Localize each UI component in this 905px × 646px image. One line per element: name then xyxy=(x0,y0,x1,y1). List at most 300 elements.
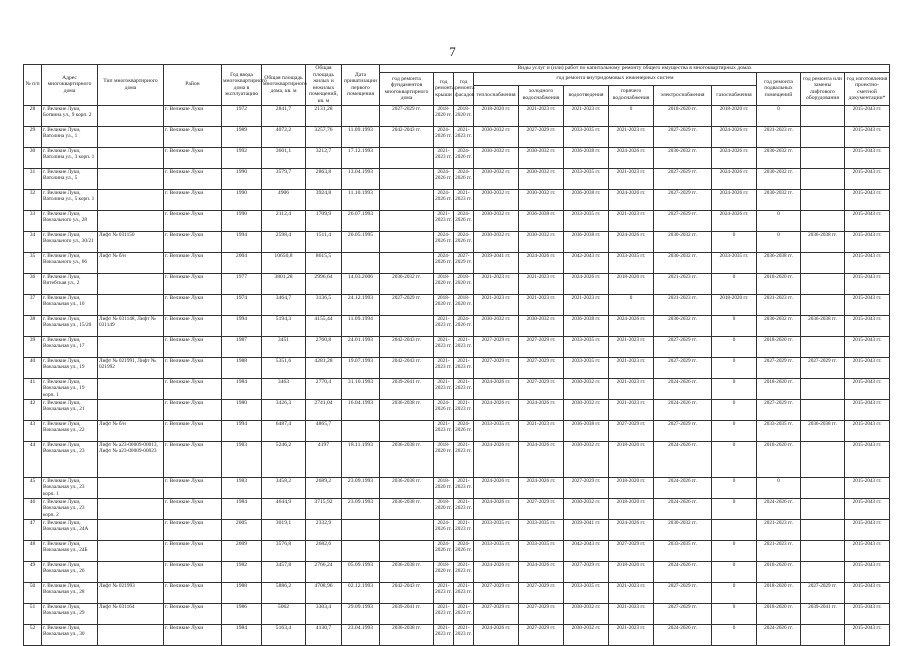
cell-foundation: 2036-2038 гг. xyxy=(380,624,434,645)
table-row xyxy=(24,147,890,168)
table-body xyxy=(24,105,890,645)
cell-roof: 2021-2023 гг. xyxy=(434,357,454,378)
cell-total-area: 4906 xyxy=(262,189,306,210)
cell-gas: 2024-2026 гг. xyxy=(712,210,757,231)
cell-estimate: 2015-2043 гг. xyxy=(845,624,890,645)
cell-drainage: 2027-2029 гг. xyxy=(564,561,609,582)
cell-hot-water: 2021-2023 гг. xyxy=(609,624,654,645)
cell-electricity: 2030-2032 гг. xyxy=(654,252,712,273)
cell-roof: 2021-2023 гг. xyxy=(434,582,454,603)
cell-cold-water: 2030-2032 гг. xyxy=(519,231,564,252)
cell-address: г. Великие Луки, Ватолина ул., 1 xyxy=(42,126,98,147)
cell-lift xyxy=(801,273,845,294)
cell-heat: 2033-2035 гг. xyxy=(474,540,519,561)
cell-electricity: 2018-2020 гг. xyxy=(654,105,712,126)
cell-basement: 2024-2026 гг. xyxy=(757,498,801,519)
cell-roof: 2024-2026 гг. xyxy=(434,540,454,561)
cell-total-area: 2841,7 xyxy=(262,105,306,126)
cell-year: 2004 xyxy=(222,252,262,273)
cell-address: г. Великие Луки, Вокзальная ул., 24Б xyxy=(42,540,98,561)
cell-lift: 2027-2029 гг. xyxy=(801,582,845,603)
cell-basement: 2030-2032 гг. xyxy=(757,189,801,210)
cell-district: г. Великие Луки xyxy=(164,252,222,273)
cell-heat: 2018-2020 гг. xyxy=(474,105,519,126)
cell-num: 28 xyxy=(24,105,42,126)
cell-facade: 2024-2026 гг. xyxy=(454,147,474,168)
cell-heat: 2027-2029 гг. xyxy=(474,582,519,603)
cell-heat: 2024-2026 гг. xyxy=(474,378,519,399)
cell-total-area: 5163,4 xyxy=(262,624,306,645)
cell-year: 1984 xyxy=(222,498,262,519)
cell-electricity: 2024-2026 гг. xyxy=(654,624,712,645)
cell-year: 2009 xyxy=(222,540,262,561)
cell-drainage: 2030-2032 гг. xyxy=(564,624,609,645)
cell-electricity: 2027-2029 гг. xyxy=(654,420,712,441)
cell-district: г. Великие Луки xyxy=(164,168,222,189)
cell-gas: 2033-2035 гг. xyxy=(712,252,757,273)
cell-district: г. Великие Луки xyxy=(164,477,222,498)
table-row xyxy=(24,126,890,147)
cell-drainage: 2021-2023 гг. xyxy=(564,294,609,315)
cell-num: 48 xyxy=(24,540,42,561)
cell-house-type xyxy=(98,336,164,357)
cell-roof: 2021-2023 гг. xyxy=(434,378,454,399)
table-row xyxy=(24,357,890,378)
cell-basement: 2036-2038 гг. xyxy=(757,252,801,273)
cell-cold-water: 2021-2023 гг. xyxy=(519,420,564,441)
cell-privatization-date: 23.09.1993 xyxy=(342,498,380,519)
cell-basement: 2033-2035 гг. xyxy=(757,420,801,441)
cell-living-area: 2760,8 xyxy=(306,336,342,357)
cell-drainage: 2036-2038 гг. xyxy=(564,315,609,336)
cell-living-area: 1511,4 xyxy=(306,231,342,252)
header-heat: теплоснабжения xyxy=(474,85,519,105)
cell-year: 1972 xyxy=(222,105,262,126)
cell-total-area: 3457,8 xyxy=(262,561,306,582)
cell-living-area: 4130,7 xyxy=(306,624,342,645)
cell-district: г. Великие Луки xyxy=(164,210,222,231)
cell-address: г. Великие Луки, Вокзальная ул., 21 xyxy=(42,399,98,420)
cell-total-area: 6487,4 xyxy=(262,420,306,441)
cell-electricity: 2027-2029 гг. xyxy=(654,168,712,189)
cell-cold-water: 2024-2026 гг. xyxy=(519,561,564,582)
cell-estimate: 2015-2043 гг. xyxy=(845,105,890,126)
cell-drainage: 2036-2038 гг. xyxy=(564,189,609,210)
cell-facade: 2021-2023 гг. xyxy=(454,498,474,519)
cell-roof: 2021-2023 гг. xyxy=(434,420,454,441)
cell-privatization-date: 24.01.1993 xyxy=(342,336,380,357)
cell-total-area: 3576,8 xyxy=(262,540,306,561)
cell-year: 1983 xyxy=(222,477,262,498)
cell-address: г. Великие Луки, Вокзальная ул., 29 xyxy=(42,603,98,624)
header-works-group: Виды услуг и (или) работ по капитальному ремонту общего имущества в многоквартирных домах xyxy=(380,65,890,73)
cell-gas: 0 xyxy=(712,477,757,498)
cell-foundation xyxy=(380,315,434,336)
cell-drainage: 2033-2035 гг. xyxy=(564,582,609,603)
cell-heat: 2024-2026 гг. xyxy=(474,561,519,582)
cell-num: 41 xyxy=(24,378,42,399)
cell-basement: 0 xyxy=(757,210,801,231)
cell-estimate: 2015-2043 гг. xyxy=(845,357,890,378)
cell-basement: 2021-2023 гг. xyxy=(757,519,801,540)
cell-electricity: 2024-2026 гг. xyxy=(654,399,712,420)
table-row xyxy=(24,294,890,315)
cell-foundation: 2030-2032 гг. xyxy=(380,273,434,294)
cell-estimate: 2015-2043 гг. xyxy=(845,399,890,420)
cell-district: г. Великие Луки xyxy=(164,105,222,126)
cell-privatization-date xyxy=(342,420,380,441)
header-hot-water: горячего водоснабжения xyxy=(609,85,654,105)
cell-living-area: 1709,9 xyxy=(306,210,342,231)
cell-address: г. Великие Луки, Ватолина ул., 5 xyxy=(42,168,98,189)
cell-cold-water: 2030-2032 гг. xyxy=(519,315,564,336)
cell-hot-water: 2024-2026 гг. xyxy=(609,189,654,210)
cell-foundation: 2036-2038 гг. xyxy=(380,399,434,420)
cell-basement: 2018-2020 гг. xyxy=(757,336,801,357)
cell-electricity: 2024-2026 гг. xyxy=(654,477,712,498)
cell-num: 37 xyxy=(24,294,42,315)
header-engineering-group: год ремонта внутридомовых инженерных систем xyxy=(474,73,757,86)
cell-electricity: 2027-2029 гг. xyxy=(654,210,712,231)
cell-facade: 2021-2023 гг. xyxy=(454,519,474,540)
cell-house-type xyxy=(98,210,164,231)
cell-living-area: 3715,92 xyxy=(306,498,342,519)
cell-roof: 2018-2020 гг. xyxy=(434,105,454,126)
cell-living-area: 2766,24 xyxy=(306,561,342,582)
cell-drainage: 2024-2026 гг. xyxy=(564,273,609,294)
table-row xyxy=(24,519,890,540)
repair-schedule-table-wrapper xyxy=(23,64,888,646)
cell-facade: 2027-2029 гг. xyxy=(454,252,474,273)
cell-house-type xyxy=(98,273,164,294)
cell-year: 1977 xyxy=(222,273,262,294)
cell-estimate: 2015-2043 гг. xyxy=(845,210,890,231)
cell-hot-water: 2021-2023 гг. xyxy=(609,582,654,603)
cell-cold-water: 2027-2029 гг. xyxy=(519,498,564,519)
cell-basement: 2030-2032 гг. xyxy=(757,315,801,336)
table-row xyxy=(24,210,890,231)
cell-basement: 2021-2023 гг. xyxy=(757,126,801,147)
cell-foundation xyxy=(380,420,434,441)
cell-hot-water: 2027-2029 гг. xyxy=(609,420,654,441)
header-drainage: водоотведения xyxy=(564,85,609,105)
cell-hot-water: 2018-2020 гг. xyxy=(609,498,654,519)
cell-lift xyxy=(801,126,845,147)
cell-house-type xyxy=(98,189,164,210)
header-basement: год ремонта подвальных помещений xyxy=(757,73,801,106)
cell-lift xyxy=(801,399,845,420)
table-row xyxy=(24,252,890,273)
cell-privatization-date: 11.10.1993 xyxy=(342,189,380,210)
cell-address: г. Великие Луки, Вокзальная ул., 17 xyxy=(42,336,98,357)
cell-drainage: 2033-2035 гг. xyxy=(564,168,609,189)
cell-total-area: 2598,4 xyxy=(262,231,306,252)
cell-lift xyxy=(801,252,845,273)
cell-gas: 2024-2026 гг. xyxy=(712,126,757,147)
cell-hot-water: 2024-2026 гг. xyxy=(609,519,654,540)
cell-num: 35 xyxy=(24,252,42,273)
cell-privatization-date: 19.07.1993 xyxy=(342,357,380,378)
cell-district: г. Великие Луки xyxy=(164,294,222,315)
cell-living-area: 4865,7 xyxy=(306,420,342,441)
cell-basement: 2027-2029 гг. xyxy=(757,399,801,420)
cell-living-area: 3212,7 xyxy=(306,147,342,168)
cell-year: 1986 xyxy=(222,603,262,624)
cell-address: г. Великие Луки, Вокзальная ул., 23 корп. 1 xyxy=(42,477,98,498)
cell-house-type xyxy=(98,126,164,147)
table-row xyxy=(24,273,890,294)
table-row xyxy=(24,624,890,645)
cell-lift xyxy=(801,168,845,189)
cell-roof: 2021-2023 гг. xyxy=(434,210,454,231)
cell-electricity: 2027-2029 гг. xyxy=(654,126,712,147)
cell-estimate: 2015-2043 гг. xyxy=(845,441,890,477)
cell-basement: 2024-2026 гг. xyxy=(757,624,801,645)
cell-foundation: 2036-2038 гг. xyxy=(380,498,434,519)
cell-privatization-date: 23.04.1993 xyxy=(342,624,380,645)
cell-foundation: 2027-2029 гг. xyxy=(380,105,434,126)
cell-gas: 0 xyxy=(712,399,757,420)
cell-facade: 2021-2023 гг. xyxy=(454,603,474,624)
cell-gas: 0 xyxy=(712,540,757,561)
cell-estimate: 2015-2043 гг. xyxy=(845,519,890,540)
cell-drainage: 2036-2038 гг. xyxy=(564,420,609,441)
cell-facade: 2021-2023 гг. xyxy=(454,399,474,420)
cell-gas: 0 xyxy=(712,498,757,519)
cell-house-type xyxy=(98,378,164,399)
cell-foundation: 2039-2041 гг. xyxy=(380,603,434,624)
cell-living-area: 3257,76 xyxy=(306,126,342,147)
cell-estimate: 2015-2043 гг. xyxy=(845,540,890,561)
cell-drainage: 2030-2032 гг. xyxy=(564,378,609,399)
cell-district: г. Великие Луки xyxy=(164,540,222,561)
cell-total-area: 2112,4 xyxy=(262,210,306,231)
cell-num: 29 xyxy=(24,126,42,147)
cell-heat: 2030-2032 гг. xyxy=(474,126,519,147)
cell-roof: 2018-2020 гг. xyxy=(434,273,454,294)
cell-house-type: Лифт № 031148, Лифт № 031149 xyxy=(98,315,164,336)
cell-num: 46 xyxy=(24,498,42,519)
cell-drainage: 2036-2038 гг. xyxy=(564,231,609,252)
cell-roof: 2024-2026 гг. xyxy=(434,399,454,420)
cell-electricity: 2027-2029 гг. xyxy=(654,336,712,357)
cell-facade: 2024-2026 гг. xyxy=(454,315,474,336)
cell-lift: 2036-2038 гг. xyxy=(801,315,845,336)
cell-basement: 2027-2029 гг. xyxy=(757,357,801,378)
table-row xyxy=(24,477,890,498)
cell-year: 1983 xyxy=(222,441,262,477)
cell-electricity: 2021-2023 гг. xyxy=(654,273,712,294)
cell-drainage: 2039-2041 гг. xyxy=(564,519,609,540)
cell-roof: 2018-2020 гг. xyxy=(434,294,454,315)
cell-address: г. Великие Луки, Вокзального ул., 28 xyxy=(42,210,98,231)
cell-heat: 2030-2032 гг. xyxy=(474,189,519,210)
cell-lift xyxy=(801,294,845,315)
cell-cold-water: 2030-2032 гг. xyxy=(519,147,564,168)
cell-lift xyxy=(801,540,845,561)
cell-gas: 0 xyxy=(712,561,757,582)
cell-year: 1988 xyxy=(222,357,262,378)
cell-heat: 2024-2026 гг. xyxy=(474,624,519,645)
header-facade: год ремонта фасадов xyxy=(454,73,474,106)
cell-living-area: 3303,4 xyxy=(306,603,342,624)
cell-cold-water: 2027-2029 гг. xyxy=(519,336,564,357)
cell-privatization-date: 11.09.1994 xyxy=(342,315,380,336)
cell-roof: 2024-2026 гг. xyxy=(434,252,454,273)
cell-cold-water: 2027-2029 гг. xyxy=(519,357,564,378)
cell-year: 1988 xyxy=(222,582,262,603)
cell-lift: 2039-2041 гг. xyxy=(801,603,845,624)
cell-basement: 2021-2023 гг. xyxy=(757,540,801,561)
cell-electricity: 2030-2032 гг. xyxy=(654,519,712,540)
cell-privatization-date xyxy=(342,105,380,126)
cell-living-area: 2332,9 xyxy=(306,519,342,540)
header-house-type: Тип многоквартирного дома xyxy=(98,65,164,106)
cell-house-type xyxy=(98,294,164,315)
cell-house-type: Лифт № б/н xyxy=(98,420,164,441)
cell-hot-water: 2021-2023 гг. xyxy=(609,168,654,189)
cell-year: 1990 xyxy=(222,189,262,210)
cell-lift xyxy=(801,189,845,210)
cell-electricity: 2027-2029 гг. xyxy=(654,582,712,603)
cell-num: 34 xyxy=(24,231,42,252)
cell-living-area: 4281,28 xyxy=(306,357,342,378)
cell-year: 1992 xyxy=(222,147,262,168)
cell-address: г. Великие Луки, Вокзальная ул., 26 xyxy=(42,561,98,582)
cell-heat: 2024-2026 гг. xyxy=(474,477,519,498)
cell-address: г. Великие Луки, Вокзальная ул., 24А xyxy=(42,519,98,540)
cell-electricity: 2027-2029 гг. xyxy=(654,357,712,378)
cell-drainage: 2042-2043 гг. xyxy=(564,252,609,273)
cell-cold-water: 2021-2023 гг. xyxy=(519,273,564,294)
cell-district: г. Великие Луки xyxy=(164,624,222,645)
cell-cold-water: 2033-2035 гг. xyxy=(519,540,564,561)
cell-address: г. Великие Луки, Вокзальная ул., 28 xyxy=(42,582,98,603)
cell-facade: 2024-2026 гг. xyxy=(454,168,474,189)
cell-address: г. Великие Луки, Вокзальная ул., 23 xyxy=(42,441,98,477)
cell-electricity: 2030-2032 гг. xyxy=(654,231,712,252)
cell-electricity: 2030-2032 гг. xyxy=(654,315,712,336)
cell-total-area: 3801,28 xyxy=(262,273,306,294)
cell-foundation xyxy=(380,147,434,168)
page-number: 7 xyxy=(449,44,456,59)
table-row xyxy=(24,378,890,399)
cell-roof: 2021-2023 гг. xyxy=(434,147,454,168)
cell-electricity: 2027-2029 гг. xyxy=(654,603,712,624)
cell-estimate: 2015-2043 гг. xyxy=(845,378,890,399)
header-lift: год ремонта или замены лифтового оборудования xyxy=(801,73,845,106)
cell-gas: 2018-2020 гг. xyxy=(712,105,757,126)
cell-cold-water: 2030-2032 гг. xyxy=(519,189,564,210)
table-row xyxy=(24,603,890,624)
cell-privatization-date: 26.07.1993 xyxy=(342,210,380,231)
cell-gas: 0 xyxy=(712,315,757,336)
cell-basement: 2030-2032 гг. xyxy=(757,147,801,168)
cell-district: г. Великие Луки xyxy=(164,357,222,378)
cell-cold-water: 2024-2026 гг. xyxy=(519,441,564,477)
cell-cold-water: 2024-2026 гг. xyxy=(519,477,564,498)
cell-hot-water: 2024-2026 гг. xyxy=(609,231,654,252)
cell-facade: 2021-2023 гг. xyxy=(454,336,474,357)
cell-heat: 2024-2026 гг. xyxy=(474,441,519,477)
cell-district: г. Великие Луки xyxy=(164,231,222,252)
cell-district: г. Великие Луки xyxy=(164,420,222,441)
table-row xyxy=(24,540,890,561)
cell-num: 39 xyxy=(24,336,42,357)
cell-foundation: 2042-2043 гг. xyxy=(380,126,434,147)
cell-privatization-date: 17.12.1993 xyxy=(342,147,380,168)
cell-estimate: 2015-2043 гг. xyxy=(845,126,890,147)
cell-basement: 0 xyxy=(757,477,801,498)
cell-facade: 2021-2023 гг. xyxy=(454,624,474,645)
cell-living-area: 2682,6 xyxy=(306,540,342,561)
cell-roof: 2018-2020 гг. xyxy=(434,561,454,582)
cell-hot-water: 0 xyxy=(609,105,654,126)
cell-lift xyxy=(801,624,845,645)
cell-living-area: 3924,8 xyxy=(306,189,342,210)
cell-heat: 2021-2023 гг. xyxy=(474,273,519,294)
cell-roof: 2024-2026 гг. xyxy=(434,231,454,252)
cell-facade: 2024-2026 гг. xyxy=(454,210,474,231)
cell-drainage: 2042-2043 гг. xyxy=(564,540,609,561)
header-foundation: год ремонта фундаментов многоквартирного дома xyxy=(380,73,434,106)
cell-foundation: 2039-2041 гг. xyxy=(380,378,434,399)
cell-foundation: 2042-2043 гг. xyxy=(380,357,434,378)
cell-year: 1984 xyxy=(222,624,262,645)
table-row xyxy=(24,105,890,126)
cell-facade: 2024-2026 гг. xyxy=(454,231,474,252)
cell-living-area: 8615,5 xyxy=(306,252,342,273)
header-num: № п/п xyxy=(24,65,42,106)
cell-drainage: 2033-2035 гг. xyxy=(564,210,609,231)
cell-year: 1989 xyxy=(222,126,262,147)
cell-privatization-date: 23.09.1993 xyxy=(342,477,380,498)
cell-hot-water: 0 xyxy=(609,294,654,315)
cell-cold-water: 2027-2029 гг. xyxy=(519,378,564,399)
cell-roof: 2018-2020 гг. xyxy=(434,441,454,477)
cell-house-type: Лифт № 021993 xyxy=(98,582,164,603)
cell-roof: 2021-2023 гг. xyxy=(434,624,454,645)
cell-drainage: 2030-2032 гг. xyxy=(564,603,609,624)
cell-total-area: 5062 xyxy=(262,603,306,624)
cell-electricity: 2024-2026 гг. xyxy=(654,378,712,399)
cell-address: г. Великие Луки, Ватолина ул., 3 корп. 1 xyxy=(42,147,98,168)
cell-estimate: 2015-2043 гг. xyxy=(845,561,890,582)
cell-address: г. Великие Луки, Вокзальная ул., 30 xyxy=(42,624,98,645)
cell-drainage: 2027-2029 гг. xyxy=(564,477,609,498)
cell-house-type xyxy=(98,147,164,168)
cell-num: 36 xyxy=(24,273,42,294)
cell-total-area: 10650,8 xyxy=(262,252,306,273)
cell-year: 2005 xyxy=(222,519,262,540)
header-address: Адрес многоквартирного дома xyxy=(42,65,98,106)
cell-hot-water: 2021-2023 гг. xyxy=(609,336,654,357)
cell-cold-water: 2036-2038 гг. xyxy=(519,210,564,231)
cell-electricity: 2024-2026 гг. xyxy=(654,498,712,519)
cell-address: г. Великие Луки, Ватолина ул., 5 корп. 1 xyxy=(42,189,98,210)
header-year: Год ввода многоквартирного дома в эксплуатацию xyxy=(222,65,262,106)
cell-cold-water: 2024-2026 гг. xyxy=(519,399,564,420)
cell-heat: 2030-2032 гг. xyxy=(474,168,519,189)
table-row xyxy=(24,420,890,441)
cell-year: 1980 xyxy=(222,399,262,420)
cell-living-area: 3136,5 xyxy=(306,294,342,315)
cell-total-area: 3463 xyxy=(262,378,306,399)
cell-heat: 2030-2032 гг. xyxy=(474,210,519,231)
cell-foundation: 2027-2029 гг. xyxy=(380,294,434,315)
cell-address: г. Великие Луки, Вокзального ул., 66 xyxy=(42,252,98,273)
cell-hot-water: 2018-2020 гг. xyxy=(609,477,654,498)
